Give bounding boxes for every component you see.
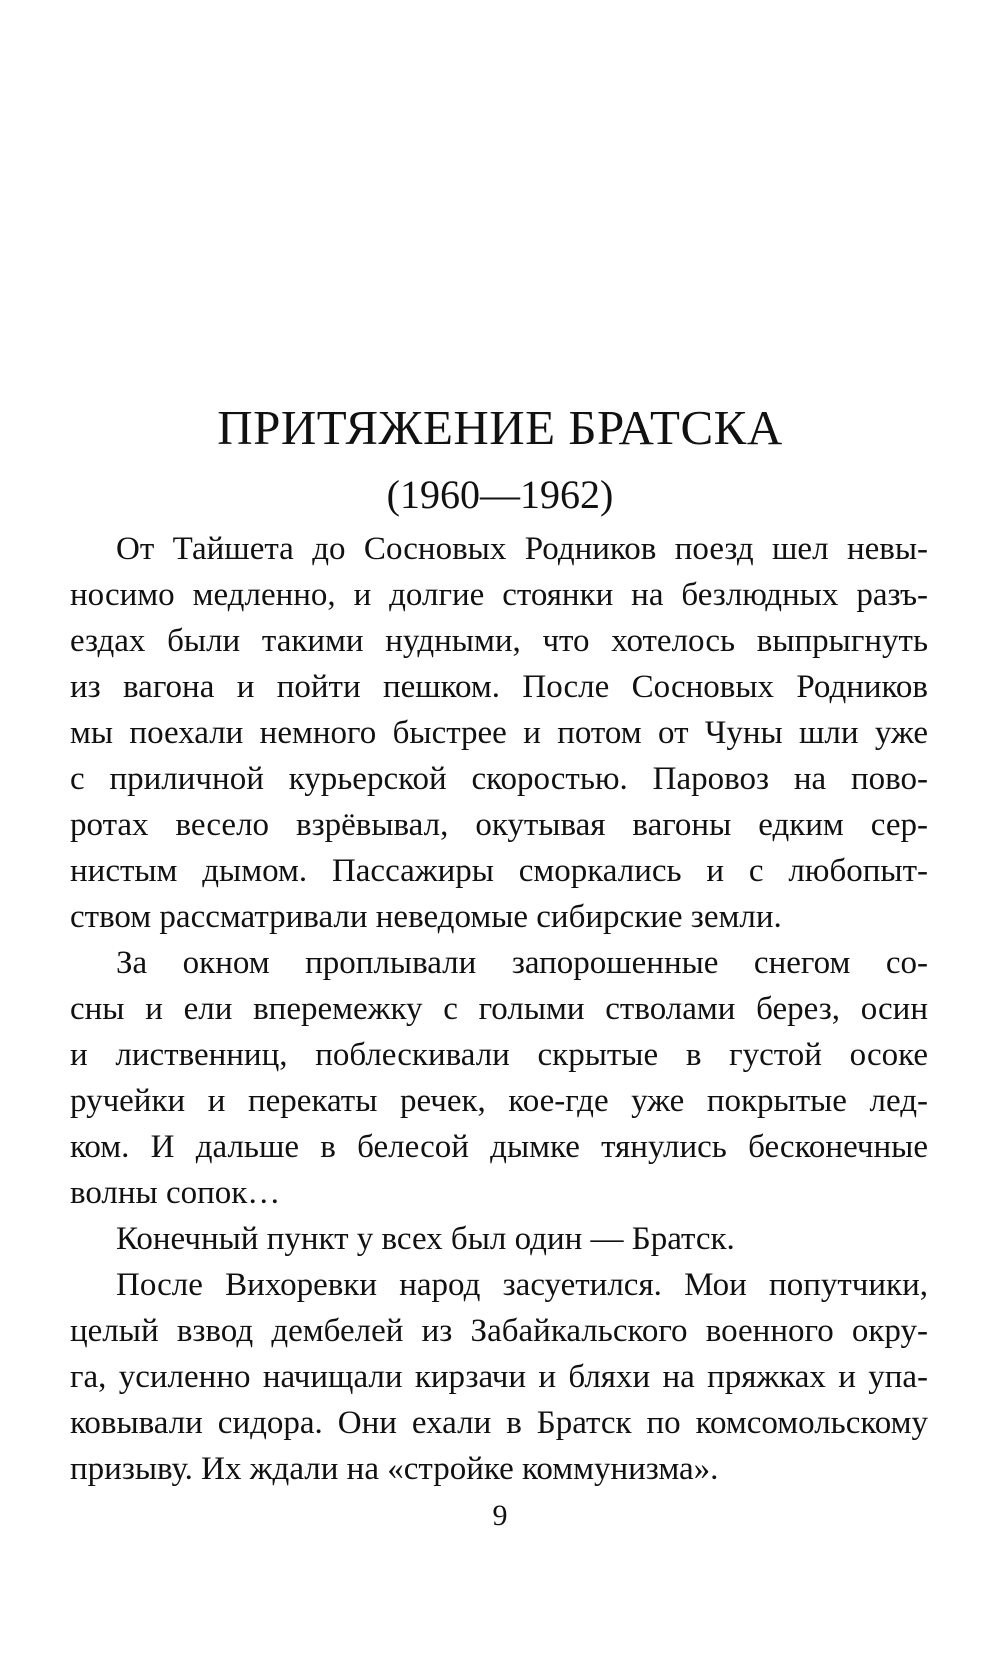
text-line: От Тайшета до Сосновых Родников поезд шел невы-	[116, 531, 928, 567]
chapter-years: (1960—1962)	[386, 472, 614, 517]
text-line: ством рассматривали неведомые сибирские земли.	[70, 899, 782, 935]
chapter-title: ПРИТЯЖЕНИЕ БРАТСКА	[217, 400, 783, 455]
text-line: ком. И дальше в белесой дымке тянулись бесконечные	[70, 1129, 928, 1165]
text-line: носимо медленно, и долгие стоянки на безлюдных разъ-	[70, 577, 928, 613]
text-line: После Вихоревки народ засуетился. Мои попутчики,	[116, 1267, 928, 1303]
text-line: из вагона и пойти пешком. После Сосновых Родников	[70, 669, 928, 705]
text-line: Конечный пункт у всех был один — Братск.	[116, 1221, 735, 1257]
text-line: с приличной курьерской скоростью. Паровоз на пово-	[70, 761, 928, 797]
text-line: ездах были такими нудными, что хотелось выпрыгнуть	[70, 623, 928, 659]
text-line: ручейки и перекаты речек, кое-где уже покрытые лед-	[70, 1083, 928, 1119]
text-line: и лиственниц, поблескивали скрытые в густой осоке	[70, 1037, 928, 1073]
body-text	[70, 526, 928, 1492]
page-number: 9	[492, 1499, 508, 1532]
text-line: мы поехали немного быстрее и потом от Чуны шли уже	[70, 715, 928, 751]
text-line: За окном проплывали запорошенные снегом со-	[116, 945, 928, 981]
text-line: ротах весело взрёвывал, окутывая вагоны едким сер-	[70, 807, 928, 843]
text-line: призыву. Их ждали на «стройке коммунизма».	[70, 1451, 719, 1487]
text-line: сны и ели вперемежку с голыми стволами берез, осин	[70, 991, 928, 1027]
text-line: нистым дымом. Пассажиры сморкались и с любопыт-	[70, 853, 928, 889]
text-line: волны сопок…	[70, 1175, 281, 1211]
text-line: целый взвод дембелей из Забайкальского военного окру-	[70, 1313, 928, 1349]
text-line: ковывали сидора. Они ехали в Братск по комсомольскому	[70, 1405, 928, 1441]
text-line: га, усиленно начищали кирзачи и бляхи на пряжках и упа-	[70, 1359, 928, 1395]
